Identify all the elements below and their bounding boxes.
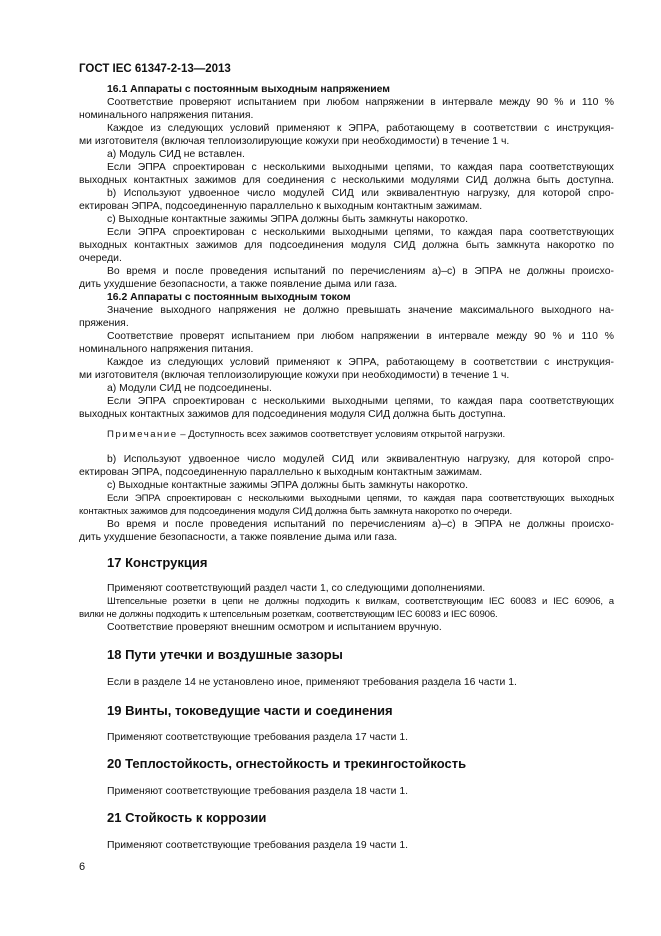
paragraph: вилки не должны подходить к штепсельным розеткам, соответствующим IEC 60083 и IEC 60906.	[79, 609, 498, 620]
note-label: Примечание	[107, 429, 178, 440]
paragraph: Если ЭПРА спроектирован с несколькими выходными цепями, то каждая пара соответствующих	[107, 396, 614, 407]
paragraph: Соответствие проверят испытанием при любом напряжении в интервале между 90 % и 110 %	[107, 331, 614, 342]
paragraph: Штепсельные розетки в цепи не должны подходить к вилкам, соответствующим IEC 60083 и IEC 60906, а	[107, 596, 614, 607]
paragraph: Соответствие проверяют внешним осмотром и испытанием вручную.	[107, 622, 442, 633]
paragraph: выходных контактных зажимов для подсоединения модуля СИД должна быть доступна.	[79, 409, 506, 420]
section-19-heading: 19 Винты, токоведущие части и соединения	[107, 703, 393, 718]
list-item-c: c) Выходные контактные зажимы ЭПРА должны быть замкнуты накоротко.	[107, 480, 469, 491]
paragraph: Применяют соответствующие требования раздела 19 части 1.	[107, 840, 408, 851]
paragraph: Во время и после проведения испытаний по перечислениям a)–c) в ЭПРА не должны происхо-	[107, 266, 614, 277]
paragraph: Соответствие проверяют испытанием при любом напряжении в интервале между 90 % и 110 %	[107, 97, 614, 108]
paragraph: дить ухудшение безопасности, а также появление дыма или газа.	[79, 532, 398, 543]
document-header: ГОСТ IEC 61347-2-13—2013	[79, 63, 231, 75]
paragraph: выходных контактных зажимов для подсоединения модуля СИД должна быть замкнута накоротко по	[79, 240, 614, 251]
paragraph: ми изготовителя (включая теплоизолирующие кожухи при необходимости) в течение 1 ч.	[79, 136, 510, 147]
list-item-b: b) Используют удвоенное число модулей СИД или эквивалентную нагрузку, для которой спро-	[107, 188, 614, 199]
list-item-b: b) Используют удвоенное число модулей СИД или эквивалентную нагрузку, для которой спро-	[107, 454, 614, 465]
paragraph: Во время и после проведения испытаний по перечислениям a)–c) в ЭПРА не должны происхо-	[107, 519, 614, 530]
paragraph: пряжения.	[79, 318, 129, 329]
paragraph: Применяют соответствующие требования раздела 17 части 1.	[107, 732, 408, 743]
list-item-a: a) Модуль СИД не вставлен.	[107, 149, 245, 160]
section-16-2-heading: 16.2 Аппараты с постоянным выходным током	[107, 292, 351, 303]
paragraph: ектирован ЭПРА, подсоединенную параллельно к выходным контактным зажимам.	[79, 201, 483, 212]
paragraph: номинального напряжения питания.	[79, 344, 254, 355]
list-item-a: a) Модули СИД не подсоединены.	[107, 383, 272, 394]
paragraph: Если ЭПРА спроектирован с несколькими выходными цепями, то каждая пара соответствующих	[107, 162, 614, 173]
paragraph: Применяют соответствующие требования раздела 18 части 1.	[107, 786, 408, 797]
paragraph: Если ЭПРА спроектирован с несколькими выходными цепями, то каждая пара соответствующих	[107, 227, 614, 238]
paragraph: Значение выходного напряжения не должно превышать значение максимального выходного на-	[107, 305, 614, 316]
list-item-c: c) Выходные контактные зажимы ЭПРА должны быть замкнуты накоротко.	[107, 214, 469, 225]
paragraph: ектирован ЭПРА, подсоединенную параллельно к выходным контактным зажимам.	[79, 467, 483, 478]
section-16-1-heading: 16.1 Аппараты с постоянным выходным напряжением	[107, 84, 390, 95]
paragraph: ми изготовителя (включая теплоизолирующие кожухи при необходимости) в течение 1 ч.	[79, 370, 510, 381]
paragraph: Каждое из следующих условий применяют к ЭПРА, работающему в соответствии с инструкция-	[107, 357, 614, 368]
paragraph: Каждое из следующих условий применяют к ЭПРА, работающему в соответствии с инструкция-	[107, 123, 614, 134]
note-text: – Доступность всех зажимов соответствует условиям открытой нагрузки.	[177, 429, 506, 440]
section-21-heading: 21 Стойкость к коррозии	[107, 810, 267, 825]
paragraph: Если ЭПРА спроектирован с несколькими выходными цепями, то каждая пара соответствующих выходных	[107, 493, 614, 504]
paragraph: выходных контактных зажимов для соединения с несколькими модулями СИД должна быть доступна.	[79, 175, 614, 186]
section-18-heading: 18 Пути утечки и воздушные зазоры	[107, 647, 343, 662]
paragraph: дить ухудшение безопасности, а также появление дыма или газа.	[79, 279, 398, 290]
section-17-heading: 17 Конструкция	[107, 555, 208, 570]
paragraph: контактных зажимов для подсоединения модуля СИД должна быть замкнута накоротко по очереди.	[79, 506, 512, 517]
paragraph: очереди.	[79, 253, 122, 264]
page-number: 6	[79, 861, 86, 873]
paragraph: Если в разделе 14 не установлено иное, применяют требования раздела 16 части 1.	[107, 677, 517, 688]
section-20-heading: 20 Теплостойкость, огнестойкость и трекингостойкость	[107, 756, 467, 771]
paragraph: номинального напряжения питания.	[79, 110, 254, 121]
paragraph: Применяют соответствующий раздел части 1, со следующими дополнениями.	[107, 583, 486, 594]
note	[107, 428, 505, 441]
